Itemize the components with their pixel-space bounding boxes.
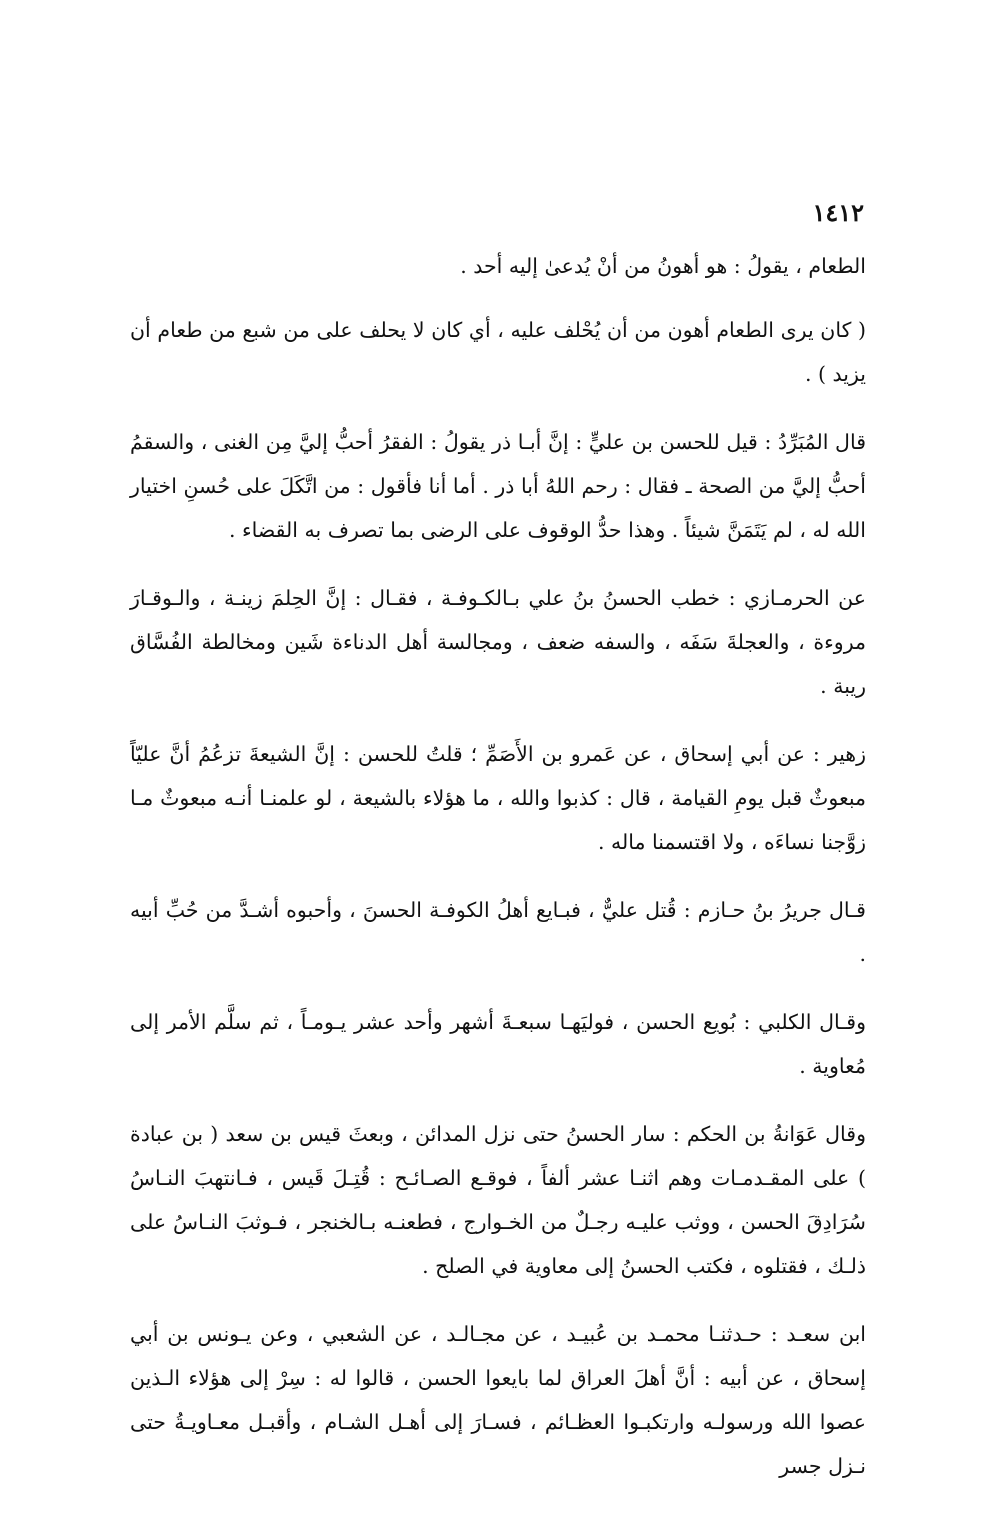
paragraph-2: ( كان يرى الطعام أهون من أن يُحْلف عليه ، أي كان لا يحلف على من شبع من طعام أن يزيد ) . (130, 318, 866, 386)
paragraph-3: قال المُبَرِّدُ : قيل للحسن بن عليٍّ : إنَّ أبـا ذر يقولُ : الفقرُ أحبُّ إليَّ مِن الغنى ، والسقمُ أحبُّ إليَّ من الصحة ـ فقال : رحم اللهُ أبا ذر . أما أنا فأقول : من اتَّكَلَ على حُسنِ اختيار الله له ، لم يَتَمَنَّ شيئاً . وهذا حدُّ الوقوف على الرضى بما تصرف به القضاء . (130, 430, 866, 542)
paragraph-7: وقـال الكلبي : بُويع الحسن ، فوليَهـا سبعـةَ أشهر وأحد عشر يـومـاً ، ثم سلَّم الأمر إلى مُعاوية . (130, 1010, 866, 1078)
paragraph-4: عن الحرمـازي : خطب الحسنُ بنُ علي بـالكـوفـة ، فقـال : إنَّ الحِلمَ زينـة ، والـوقـارَ مروءة ، والعجلةَ سَفَه ، والسفه ضعف ، ومجالسة أهل الدناءة شَين ومخالطة الفُسَّاق ريبة . (130, 586, 866, 698)
paragraph-9: ابن سعـد : حـدثنـا محمـد بن عُبيـد ، عن مجـالـد ، عن الشعبي ، وعن يـونس بن أبي إسحاق ، عن أبيه : أنَّ أهلَ العراق لما بايعوا الحسن ، قالوا له : سِرْ إلى هؤلاء الـذين عصوا الله ورسولـه وارتكبـوا العظـائم ، فسـارَ إلى أهـل الشـام ، وأقبـل معـاويـةُ حتى نـزل جسر (130, 1322, 866, 1478)
paragraph-6: قـال جريرُ بنُ حـازم : قُتل عليٌّ ، فبـايع أهلُ الكوفـة الحسنَ ، وأحبوه أشـدَّ من حُبِّ أبيه . (130, 898, 866, 966)
paragraph-5: زهير : عن أبي إسحاق ، عن عَمرو بن الأَصَمِّ ؛ قلتُ للحسن : إنَّ الشيعةَ تزعُمُ أنَّ عليّاً مبعوثٌ قبل يومِ القيامة ، قال : كذبوا والله ، ما هؤلاء بالشيعة ، لو علمنـا أنـه مبعوثٌ مـا زوَّجنا نساءَه ، ولا اقتسمنا ماله . (130, 742, 866, 854)
paragraph-8: وقال عَوَانةُ بن الحكم : سار الحسنُ حتى نزل المدائن ، وبعثَ قيس بن سعد ( بن عبادة ) على المقـدمـات وهم اثنـا عشر ألفاً ، فوقـع الصـائـح : قُتِـلَ قَيس ، فـانتهبَ النـاسُ سُرَادِقَ الحسن ، ووثب عليـه رجـلٌ من الخـوارج ، فطعنـه بـالخنجر ، فـوثبَ النـاسُ على ذلـك ، فقتلوه ، فكتب الحسنُ إلى معاوية في الصلح . (130, 1122, 866, 1278)
body-text (130, 244, 866, 1512)
paragraph-1: الطعام ، يقولُ : هو أهونُ من أنْ يُدعىٰ إليه أحد . (460, 254, 866, 278)
page-number: ١٤١٢ (812, 198, 864, 227)
